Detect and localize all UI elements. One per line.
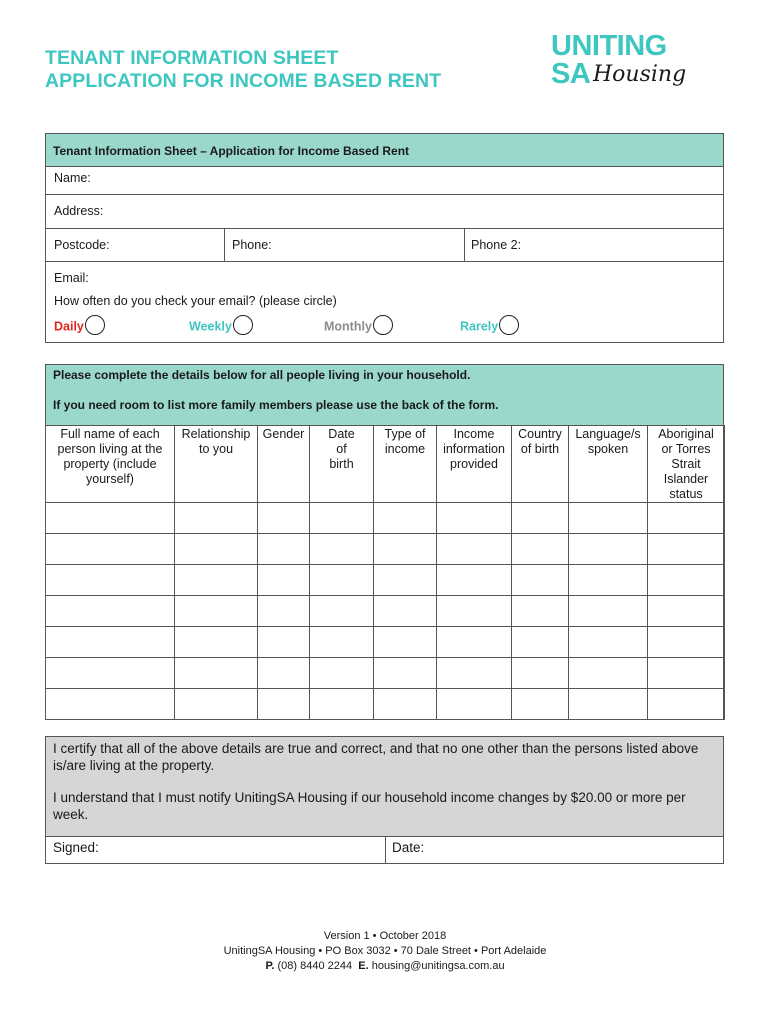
option-rarely-label: Rarely (460, 319, 499, 334)
footer-email-prefix: E. (358, 960, 369, 972)
footer-address: UnitingSA Housing • PO Box 3032 • 70 Dale Street • Port Adelaide (223, 945, 547, 957)
household-instruction-1: Please complete the details below for all people living in your household. (53, 368, 471, 382)
table-cell[interactable] (512, 596, 569, 627)
table-row (46, 689, 725, 720)
col-header: Income information provided (437, 426, 512, 503)
table-cell[interactable] (175, 627, 258, 658)
table-cell[interactable] (175, 565, 258, 596)
table-cell[interactable] (258, 627, 310, 658)
table-cell[interactable] (46, 658, 175, 689)
logo-housing-text: Housing (593, 62, 687, 87)
table-cell[interactable] (310, 689, 374, 720)
col-header: Gender (258, 426, 310, 503)
signed-field[interactable] (46, 837, 385, 864)
table-cell[interactable] (310, 596, 374, 627)
table-cell[interactable] (437, 503, 512, 534)
table-header-row (46, 426, 725, 503)
table-cell[interactable] (569, 534, 648, 565)
table-cell[interactable] (569, 596, 648, 627)
table-cell[interactable] (46, 689, 175, 720)
table-cell[interactable] (569, 627, 648, 658)
table-row (46, 565, 725, 596)
table-cell[interactable] (310, 627, 374, 658)
col-header: Language/s spoken (569, 426, 648, 503)
table-cell[interactable] (512, 534, 569, 565)
col-header: Full name of each person living at the property (include yourself) (46, 426, 175, 503)
table-cell[interactable] (175, 534, 258, 565)
table-row (46, 503, 725, 534)
footer-phone: (08) 8440 2244 (277, 960, 353, 972)
table-cell[interactable] (512, 658, 569, 689)
table-cell[interactable] (648, 658, 725, 689)
table-cell[interactable] (310, 565, 374, 596)
col-header: Date of birth (310, 426, 374, 503)
table-cell[interactable] (374, 596, 437, 627)
postcode-field[interactable] (46, 229, 224, 261)
table-cell[interactable] (258, 503, 310, 534)
table-cell[interactable] (569, 658, 648, 689)
table-cell[interactable] (258, 689, 310, 720)
option-monthly[interactable] (324, 319, 393, 335)
table-cell[interactable] (374, 503, 437, 534)
phone2-field[interactable] (465, 229, 724, 261)
page-title (45, 47, 441, 93)
footer-phone-prefix: P. (265, 960, 275, 972)
footer-email[interactable]: housing@unitingsa.com.au (371, 960, 505, 972)
circle-icon[interactable] (499, 315, 519, 335)
table-cell[interactable] (648, 503, 725, 534)
table-cell[interactable] (512, 689, 569, 720)
table-cell[interactable] (648, 627, 725, 658)
table-cell[interactable] (258, 534, 310, 565)
option-rarely[interactable] (460, 319, 519, 335)
date-field[interactable] (386, 837, 724, 864)
phone2-label: Phone 2: (471, 238, 522, 252)
col-header: Aboriginal or Torres Strait Islander status (648, 426, 725, 503)
postcode-label: Postcode: (54, 238, 110, 252)
certification-text (46, 737, 723, 837)
table-cell[interactable] (437, 689, 512, 720)
table-cell[interactable] (374, 627, 437, 658)
table-cell[interactable] (46, 534, 175, 565)
address-field[interactable] (46, 195, 723, 229)
table-cell[interactable] (437, 627, 512, 658)
col-header: Country of birth (512, 426, 569, 503)
table-cell[interactable] (374, 534, 437, 565)
table-cell[interactable] (46, 596, 175, 627)
email-label: Email: (54, 271, 89, 285)
footer (0, 929, 770, 974)
tenant-info-heading: Tenant Information Sheet – Application for Income Based Rent (46, 134, 723, 167)
household-heading (46, 365, 723, 426)
circle-icon[interactable] (373, 315, 393, 335)
table-cell[interactable] (374, 689, 437, 720)
table-cell[interactable] (310, 503, 374, 534)
name-label: Name: (54, 171, 91, 185)
email-field[interactable] (46, 262, 723, 286)
table-cell[interactable] (648, 596, 725, 627)
table-cell[interactable] (175, 658, 258, 689)
option-monthly-label: Monthly (324, 319, 372, 334)
household-table (45, 425, 725, 720)
table-cell[interactable] (374, 658, 437, 689)
circle-icon[interactable] (233, 315, 253, 335)
col-header: Relationship to you (175, 426, 258, 503)
household-section (45, 364, 724, 720)
footer-contact (0, 959, 770, 974)
tenant-info-section (45, 133, 724, 343)
table-cell[interactable] (310, 534, 374, 565)
table-cell[interactable] (569, 565, 648, 596)
certification-section (45, 736, 724, 864)
signed-label: Signed: (53, 840, 99, 855)
logo-sa-text: SA (551, 58, 591, 90)
table-cell[interactable] (258, 596, 310, 627)
phone-field[interactable] (225, 229, 464, 261)
table-cell[interactable] (175, 503, 258, 534)
table-cell[interactable] (46, 503, 175, 534)
certification-paragraph-1: I certify that all of the above details are true and correct, and that no one other than the persons listed above is/are living at the property. (53, 741, 699, 773)
phone-label: Phone: (232, 238, 272, 252)
table-cell[interactable] (437, 534, 512, 565)
table-cell[interactable] (512, 627, 569, 658)
table-cell[interactable] (258, 565, 310, 596)
option-weekly-label: Weekly (189, 319, 232, 334)
table-cell[interactable] (512, 503, 569, 534)
table-cell[interactable] (437, 565, 512, 596)
table-cell[interactable] (258, 658, 310, 689)
table-cell[interactable] (46, 627, 175, 658)
table-cell[interactable] (374, 565, 437, 596)
table-cell[interactable] (437, 596, 512, 627)
option-daily-label: Daily (54, 319, 84, 334)
table-cell[interactable] (512, 565, 569, 596)
table-row (46, 534, 725, 565)
household-instruction-2: If you need room to list more family members please use the back of the form. (53, 398, 499, 412)
table-cell[interactable] (175, 596, 258, 627)
table-cell[interactable] (437, 658, 512, 689)
date-label: Date: (392, 840, 425, 855)
table-row (46, 596, 725, 627)
table-cell[interactable] (648, 534, 725, 565)
footer-version: Version 1 • October 2018 (323, 930, 447, 942)
circle-icon[interactable] (85, 315, 105, 335)
table-cell[interactable] (310, 658, 374, 689)
table-cell[interactable] (648, 689, 725, 720)
certification-paragraph-2: I understand that I must notify UnitingSA Housing if our household income changes by $20.00 or more per week. (53, 790, 686, 822)
email-frequency-question: How often do you check your email? (please circle) (54, 294, 337, 308)
table-cell[interactable] (569, 503, 648, 534)
option-weekly[interactable] (189, 319, 253, 335)
table-cell[interactable] (648, 565, 725, 596)
table-row (46, 627, 725, 658)
name-field[interactable] (46, 167, 723, 195)
title-line-2: APPLICATION FOR INCOME BASED RENT (45, 70, 442, 92)
logo-uniting-text: UNITING (551, 30, 667, 62)
signature-row (46, 837, 723, 864)
table-cell[interactable] (175, 689, 258, 720)
table-cell[interactable] (46, 565, 175, 596)
table-cell[interactable] (569, 689, 648, 720)
title-line-1: TENANT INFORMATION SHEET (45, 47, 339, 69)
col-header: Type of income (374, 426, 437, 503)
contact-row (46, 229, 723, 262)
table-row (46, 658, 725, 689)
unitingsa-housing-logo (551, 30, 691, 94)
option-daily[interactable] (54, 319, 105, 335)
address-label: Address: (54, 204, 104, 218)
